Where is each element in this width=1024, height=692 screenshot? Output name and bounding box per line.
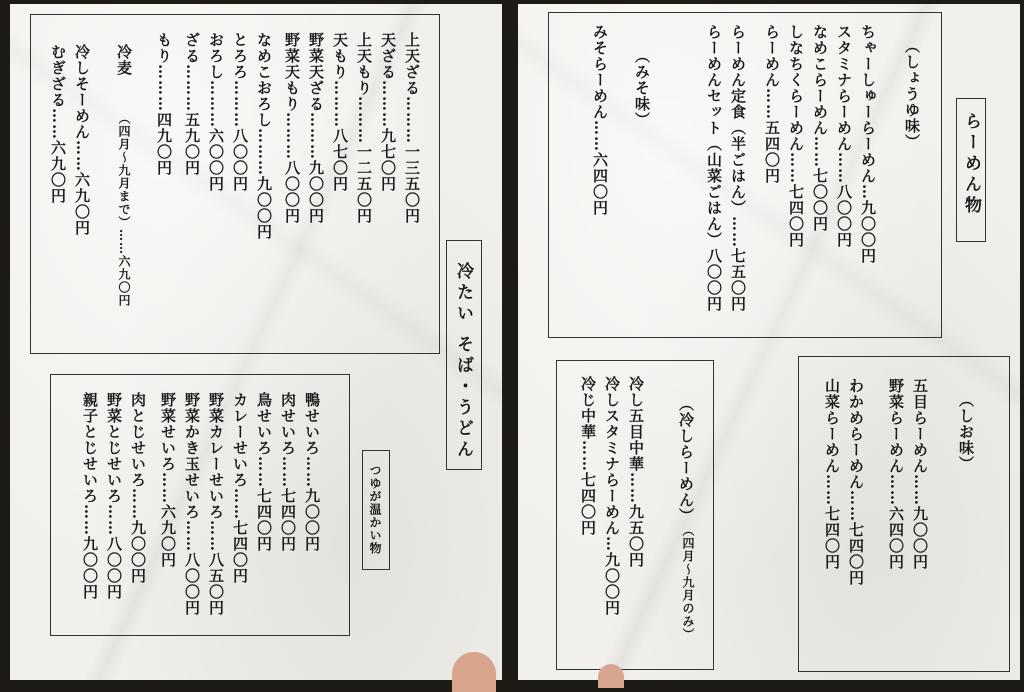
cold-soba-title: 冷たい そば・うどん xyxy=(453,262,473,461)
menu-item: なめこらーめん……七〇〇円 xyxy=(811,24,829,232)
menu-item: らーめんセット（山菜ごはん）八〇〇円 xyxy=(705,24,723,312)
menu-item: もり………四九〇円 xyxy=(155,32,173,176)
menu-item: 野菜天ざる………九〇〇円 xyxy=(307,32,325,224)
menu-item: ちゃーしゅーらーめん…九〇〇円 xyxy=(859,24,877,264)
menu-item: 冷し五目中華……九五〇円 xyxy=(627,376,645,568)
menu-item: 野菜せいろ……六九〇円 xyxy=(159,392,177,568)
fingertip-holding-sheet xyxy=(598,664,624,688)
menu-item: 冷麦 xyxy=(115,44,133,76)
menu-item: らーめん……五四〇円 xyxy=(763,24,781,184)
thumb-holding-sheet xyxy=(452,652,496,692)
menu-item: 上天もり………一二五〇円 xyxy=(355,32,373,224)
menu-item: とろろ………八〇〇円 xyxy=(231,32,249,192)
menu-item: 親子とじせいろ……九〇〇円 xyxy=(81,392,99,600)
menu-item: 野菜天もり………八〇〇円 xyxy=(283,32,301,224)
menu-item: スタミナらーめん……八〇〇円 xyxy=(835,24,853,248)
ramen-header: らーめん物 xyxy=(961,112,981,217)
menu-item: 鴨せいろ……九〇〇円 xyxy=(303,392,321,552)
menu-item: 野菜カレーせいろ……八五〇円 xyxy=(207,392,225,616)
cold-ramen-title: （冷しらーめん） xyxy=(677,396,695,524)
menu-item: 野菜とじせいろ……八〇〇円 xyxy=(105,392,123,600)
menu-item: 冷しスタミナらーめん…九〇〇円 xyxy=(603,376,621,616)
menu-item: 天ざる………九七〇円 xyxy=(379,32,397,192)
menu-item: わかめらーめん……七四〇円 xyxy=(847,378,865,586)
menu-item: 肉とじせいろ……九〇〇円 xyxy=(129,392,147,584)
menu-item: 冷しそーめん……六九〇円 xyxy=(73,44,91,236)
menu-item: 五目らーめん……九〇〇円 xyxy=(911,378,929,570)
miso-title: （みそ味） xyxy=(633,48,651,128)
shoyu-title: （しょうゆ味） xyxy=(903,38,921,150)
menu-item: 山菜らーめん……七四〇円 xyxy=(823,378,841,570)
menu-item: 天もり………八七〇円 xyxy=(331,32,349,192)
menu-item: らーめん定食（半ごはん）……七五〇円 xyxy=(729,24,747,312)
menu-item: 肉せいろ……七四〇円 xyxy=(279,392,297,552)
menu-item: おろし………六〇〇円 xyxy=(207,32,225,192)
cold-ramen-note: （四月〜九月のみ） xyxy=(681,524,695,641)
shio-title: （しお味） xyxy=(957,392,975,472)
menu-item: 冷じ中華……七四〇円 xyxy=(579,376,597,536)
hot-soup-title: つゆが温かい物 xyxy=(368,464,382,555)
menu-item: しなちくらーめん……七四〇円 xyxy=(787,24,805,248)
menu-item: 上天ざる………一三五〇円 xyxy=(403,32,421,224)
menu-item-note: （四月〜九月まで）……六九〇円 xyxy=(117,112,131,307)
menu-item: 野菜かき玉せいろ……八〇〇円 xyxy=(183,392,201,616)
left-menu-sheet xyxy=(10,4,502,680)
menu-item: 鳥せいろ……七四〇円 xyxy=(255,392,273,552)
menu-item: なめこおろし………九〇〇円 xyxy=(255,32,273,240)
menu-item: ざる………五九〇円 xyxy=(183,32,201,176)
right-menu-sheet xyxy=(518,4,1020,680)
menu-item: カレーせいろ……七四〇円 xyxy=(231,392,249,584)
menu-item: むぎざる……六九〇円 xyxy=(49,44,67,204)
menu-item: みそらーめん……六四〇円 xyxy=(591,24,609,216)
menu-item: 野菜らーめん……六四〇円 xyxy=(887,378,905,570)
